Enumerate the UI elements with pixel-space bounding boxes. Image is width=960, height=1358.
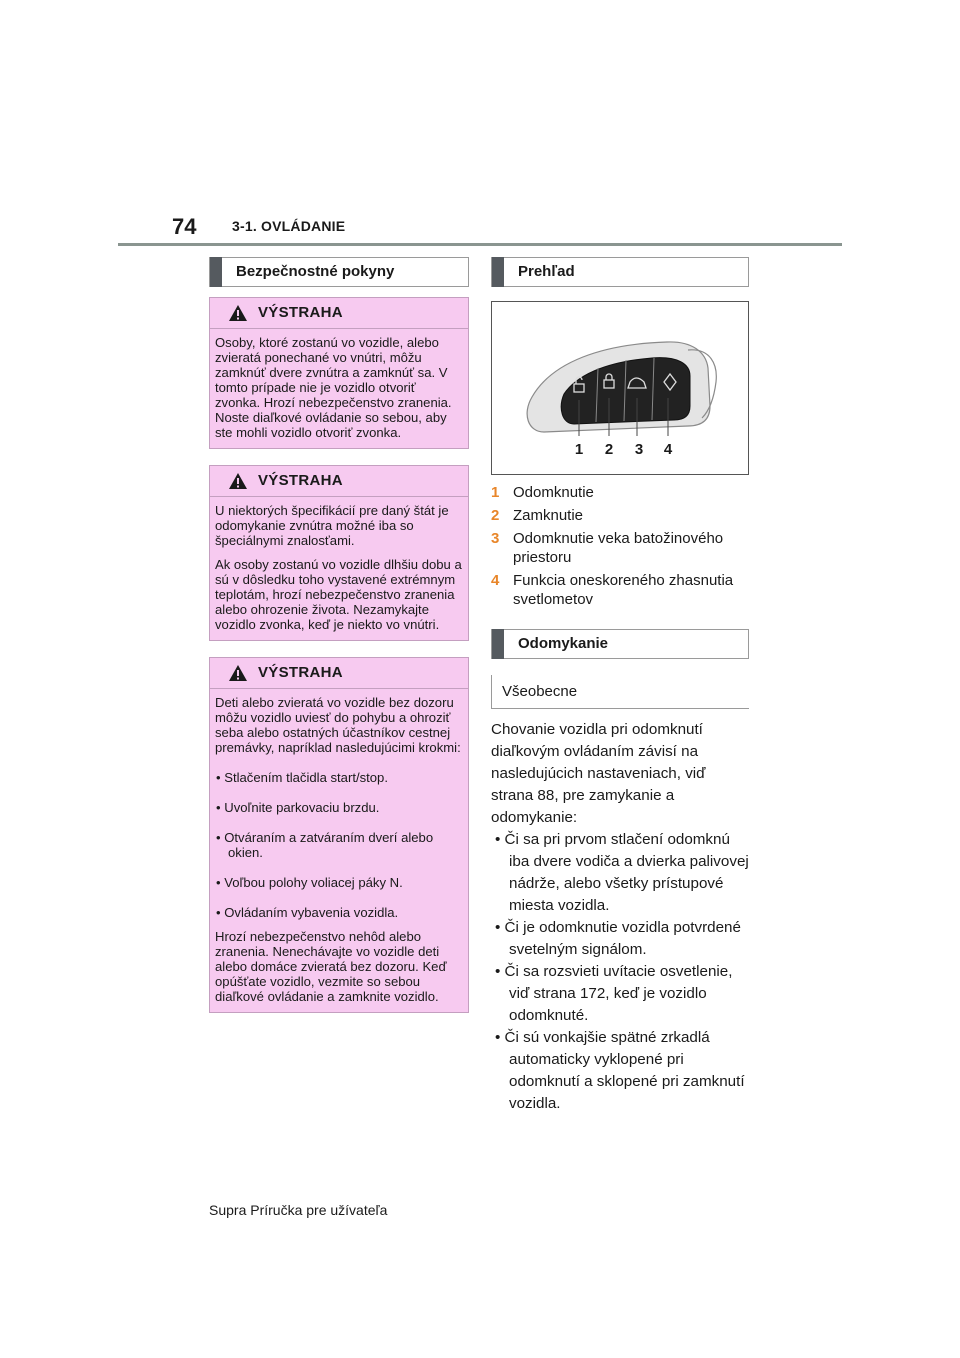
- legend-number: 1: [491, 484, 500, 501]
- section-header-overview: [491, 257, 749, 287]
- figure-label-4: 4: [663, 441, 673, 458]
- section-bar: [492, 257, 504, 287]
- right-column: [491, 257, 749, 1115]
- footer-text: Supra Príručka pre užívateľa: [209, 1202, 388, 1218]
- key-fob-illustration: [492, 302, 748, 474]
- chapter-title: 3-1. OVLÁDANIE: [232, 218, 346, 234]
- section-bar: [492, 629, 504, 659]
- section-title: Bezpečnostné pokyny: [236, 263, 395, 280]
- warning-bullet: • Ovládaním vybavenia vozidla.: [216, 905, 399, 920]
- warning-text: U niektorých špecifikácií pre daný štát je odomykanie zvnútra možné iba so špeciálnymi znalosťami.: [215, 503, 449, 548]
- warning-text: Deti alebo zvieratá vo vozidle bez dozoru môžu vozidlo uviesť do pohybu a ohroziť seba alebo ostatných účastníkov cestnej premávky, napríklad nasledujúcimi krokmi:: [215, 695, 461, 755]
- body-bullet: • Či sú vonkajšie spätné zrkadlá automaticky vyklopené pri odomknutí a sklopené pri zamknutí vozidla.: [495, 1029, 745, 1112]
- legend-item: [491, 483, 749, 502]
- warning-header: [210, 658, 468, 689]
- legend-item: [491, 506, 749, 525]
- warning-triangle-icon: [228, 664, 248, 682]
- warning-header: [210, 298, 468, 329]
- warning-bullet: • Voľbou polohy voliacej páky N.: [216, 875, 403, 890]
- figure-label-3: 3: [634, 441, 644, 458]
- body-paragraph: Chovanie vozidla pri odomknutí diaľkovým ovládaním závisí na nasledujúcich nastaveniach, viď strana 88, pre zamykanie a odomykanie:: [491, 721, 706, 826]
- section-header-unlock: [491, 629, 749, 659]
- legend-number: 2: [491, 507, 500, 524]
- key-fob-figure: [491, 301, 749, 475]
- warning-title: VÝSTRAHA: [258, 304, 343, 321]
- legend-item: [491, 529, 749, 567]
- legend-number: 3: [491, 530, 500, 547]
- section-header-safety: [209, 257, 469, 287]
- subsection-title: Všeobecne: [491, 675, 749, 709]
- warning-triangle-icon: [228, 472, 248, 490]
- section-title: Odomykanie: [518, 635, 609, 652]
- section-title: Prehľad: [518, 263, 575, 280]
- figure-legend: [491, 483, 749, 609]
- unlock-body: [491, 719, 749, 1115]
- left-column: [209, 257, 469, 1013]
- warning-text: Ak osoby zostanú vo vozidle dlhšiu dobu a sú v dôsledku toho vystavené extrémnym teplotám, hrozí nebezpečenstvo zranenia alebo ohrozenie života. Nezamykajte vozidlo zvonka, keď je niekto vo vnútri.: [215, 557, 462, 632]
- legend-text: Funkcia oneskoreného zhasnutia svetlometov: [513, 572, 734, 608]
- section-bar: [210, 257, 222, 287]
- warning-bullet: • Otváraním a zatváraním dverí alebo okien.: [216, 830, 434, 860]
- legend-number: 4: [491, 572, 500, 589]
- warning-header: [210, 466, 468, 497]
- body-bullet: • Či sa pri prvom stlačení odomknú iba dvere vodiča a dvierka palivovej nádrže, alebo všetky prístupové miesta vozidla.: [495, 831, 749, 914]
- legend-text: Odomknutie: [513, 484, 594, 501]
- warning-bullet: • Stlačením tlačidla start/stop.: [216, 770, 388, 785]
- warning-title: VÝSTRAHA: [258, 664, 343, 681]
- figure-label-2: 2: [604, 441, 614, 458]
- warning-text: Osoby, ktoré zostanú vo vozidle, alebo zvieratá ponechané vo vnútri, môžu zamknúť dvere zvnútra a zamknúť sa. V tomto prípade nie je vozidlo otvoriť zvonka. Hrozí nebezpečenstvo zranenia. Noste diaľkové ovládanie so sebou, aby ste mohli vozidlo otvoriť zvonka.: [215, 335, 452, 440]
- page-number: 74: [172, 214, 197, 239]
- warning-text: Hrozí nebezpečenstvo nehôd alebo zranenia. Nenechávajte vo vozidle deti alebo domáce zvieratá bez dozoru. Keď opúšťate vozidlo, vezmite so sebou diaľkové ovládanie a zamknite vozidlo.: [215, 929, 447, 1004]
- legend-text: Odomknutie veka batožinového priestoru: [513, 530, 724, 566]
- warning-box-1: [209, 297, 469, 449]
- warning-box-3: [209, 657, 469, 1013]
- warning-bullet: • Uvoľnite parkovaciu brzdu.: [216, 800, 380, 815]
- body-bullet: • Či sa rozsvieti uvítacie osvetlenie, viď strana 172, keď je vozidlo odomknuté.: [495, 963, 733, 1024]
- legend-item: [491, 571, 749, 609]
- header-divider: [118, 243, 842, 246]
- body-bullet: • Či je odomknutie vozidla potvrdené svetelným signálom.: [495, 919, 741, 958]
- warning-triangle-icon: [228, 304, 248, 322]
- figure-label-1: 1: [574, 441, 584, 458]
- warning-title: VÝSTRAHA: [258, 472, 343, 489]
- legend-text: Zamknutie: [513, 507, 584, 524]
- warning-box-2: [209, 465, 469, 641]
